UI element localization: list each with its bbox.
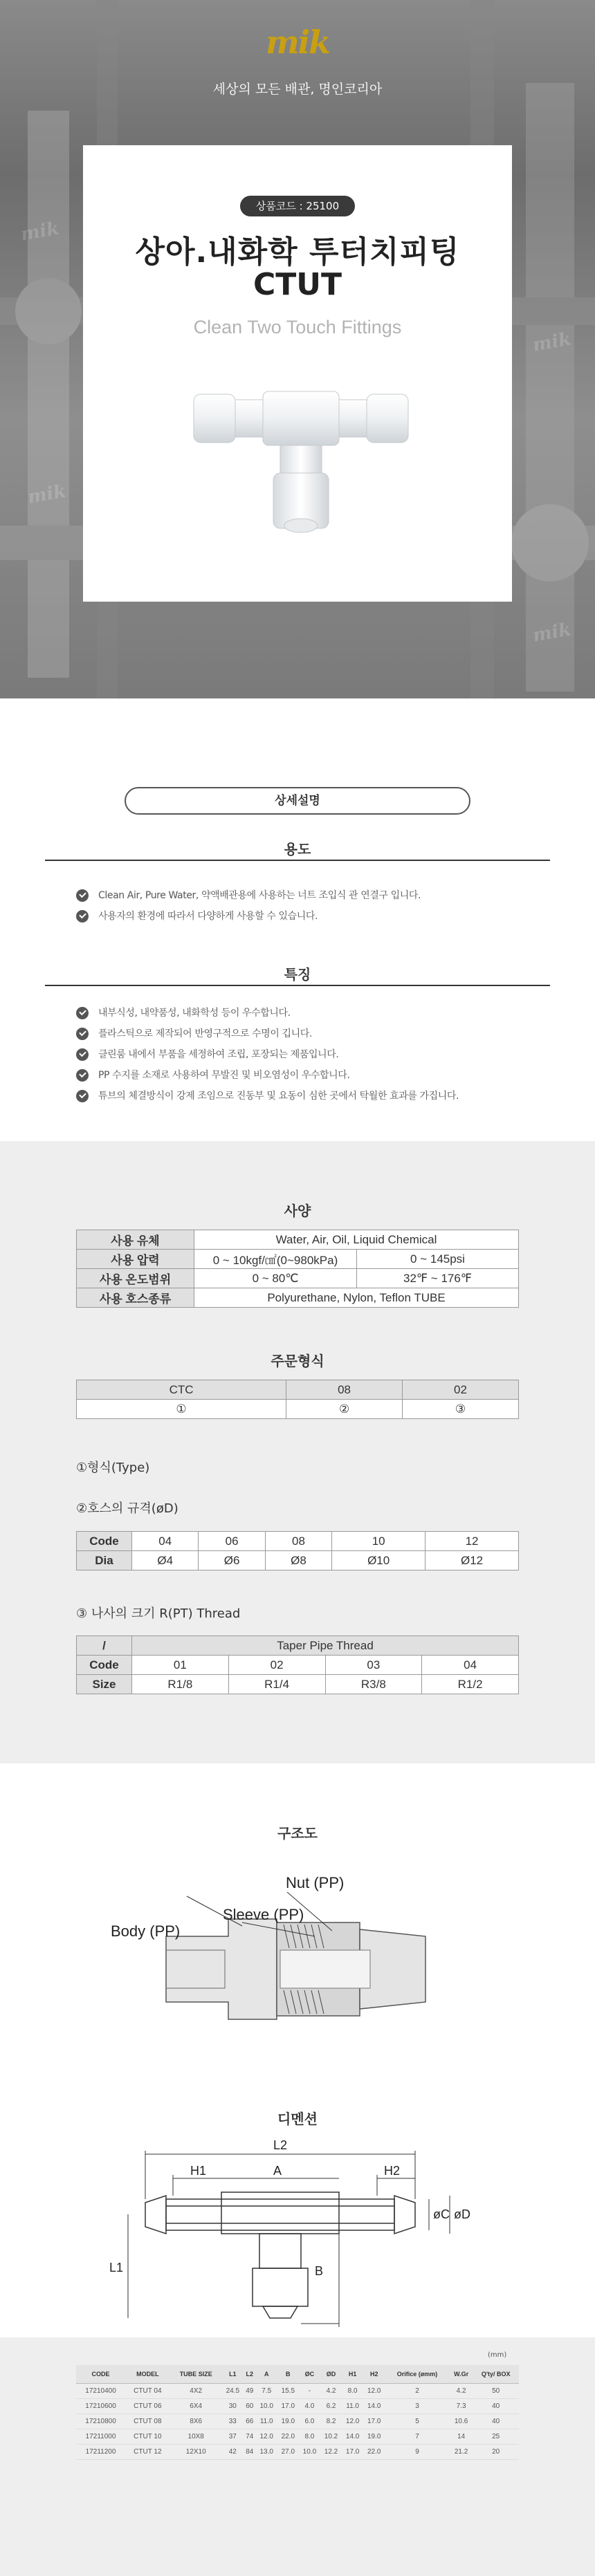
table-cell: 8.2: [320, 2413, 342, 2429]
hose-label: ②호스의 규격(øD): [76, 1501, 178, 1516]
column-header: L2: [244, 2365, 256, 2383]
spec-title: 사양: [284, 1203, 311, 1219]
spec-table: [76, 1230, 519, 1308]
dim-l1-label: L1: [109, 2261, 124, 2274]
watermark-logo: mik: [26, 481, 68, 508]
table-cell: 12.0: [342, 2413, 363, 2429]
table-row: Size R1/8 R1/4 R3/8 R1/2: [77, 1675, 519, 1694]
column-header: W.Gr: [450, 2365, 473, 2383]
table-row: Code 04 06 08 10 12: [77, 1532, 519, 1551]
column-header: CODE: [76, 2365, 125, 2383]
sleeve-label: Sleeve (PP): [223, 1906, 304, 1923]
list-item: PP 수지를 소재로 사용하여 무발진 및 비오염성이 우수합니다.: [76, 1065, 560, 1086]
body-label: Body (PP): [111, 1922, 181, 1940]
hero-banner: [0, 0, 595, 698]
table-cell: 40: [473, 2398, 519, 2413]
table-cell: 19.0: [363, 2429, 385, 2444]
table-row: ① ② ③: [77, 1400, 519, 1419]
column-header: ØC: [299, 2365, 320, 2383]
table-cell: 17210800: [76, 2413, 125, 2429]
table-cell: 12.0: [363, 2383, 385, 2398]
product-card: [83, 145, 512, 602]
order-table: [76, 1380, 519, 1419]
check-circle-icon: [76, 1028, 89, 1040]
features-title: 특징: [284, 966, 311, 983]
check-circle-icon: [76, 1048, 89, 1061]
list-item: 사용자의 환경에 따라서 다양하게 사용할 수 있습니다.: [76, 906, 560, 927]
table-cell: 10.0: [256, 2398, 277, 2413]
column-header: Orifice (ømm): [385, 2365, 450, 2383]
table-cell: 66: [244, 2413, 256, 2429]
table-row: [76, 2398, 519, 2413]
table-cell: 37: [222, 2429, 244, 2444]
table-cell: 17210600: [76, 2398, 125, 2413]
table-row: CTC 08 02: [77, 1380, 519, 1400]
thread-label: ③ 나사의 크기 R(PT) Thread: [76, 1606, 241, 1621]
table-cell: 8X6: [170, 2413, 222, 2429]
divider: [45, 985, 550, 986]
table-cell: 17211200: [76, 2444, 125, 2459]
brand-logo: mik: [265, 24, 330, 61]
type-label: ①형식(Type): [76, 1461, 150, 1475]
detail-header: [0, 787, 595, 815]
table-cell: 8.0: [299, 2429, 320, 2444]
check-circle-icon: [76, 889, 89, 902]
column-header: B: [277, 2365, 299, 2383]
table-row: [76, 2413, 519, 2429]
table-cell: 25: [473, 2429, 519, 2444]
table-cell: 17211000: [76, 2429, 125, 2444]
table-cell: 22.0: [277, 2429, 299, 2444]
table-cell: 14: [450, 2429, 473, 2444]
table-cell: 30: [222, 2398, 244, 2413]
column-header: ØD: [320, 2365, 342, 2383]
structure-title: 구조도: [277, 1825, 318, 1842]
table-cell: 14.0: [342, 2429, 363, 2444]
product-title-en: CTUT: [253, 267, 342, 302]
table-cell: 24.5: [222, 2383, 244, 2398]
thread-table: [76, 1636, 519, 1694]
dimension-diagram: [104, 2137, 491, 2344]
product-subtitle: Clean Two Touch Fittings: [193, 317, 402, 337]
table-cell: 49: [244, 2383, 256, 2398]
column-header: H2: [363, 2365, 385, 2383]
table-cell: 12.0: [256, 2429, 277, 2444]
nut-label: Nut (PP): [286, 1874, 345, 1891]
table-cell: 9: [385, 2444, 450, 2459]
list-item: Clean Air, Pure Water, 약액배관용에 사용하는 너트 조입식 관 연결구 입니다.: [76, 885, 560, 906]
dim-l2-label: L2: [273, 2138, 288, 2152]
table-cell: 50: [473, 2383, 519, 2398]
table-cell: 4.0: [299, 2398, 320, 2413]
table-cell: 7.3: [450, 2398, 473, 2413]
table-cell: 7.5: [256, 2383, 277, 2398]
table-cell: CTUT 04: [125, 2383, 170, 2398]
table-cell: 17.0: [277, 2398, 299, 2413]
column-header: Q'ty/ BOX: [473, 2365, 519, 2383]
unit-label: (mm): [488, 2351, 507, 2359]
check-circle-icon: [76, 1007, 89, 1019]
table-cell: 15.5: [277, 2383, 299, 2398]
table-cell: 12.2: [320, 2444, 342, 2459]
table-cell: 17.0: [363, 2413, 385, 2429]
table-row: Dia Ø4 Ø6 Ø8 Ø10 Ø12: [77, 1551, 519, 1570]
table-cell: 5: [385, 2413, 450, 2429]
table-cell: 6X4: [170, 2398, 222, 2413]
list-item: 클린룸 내에서 부품을 세정하여 조립, 포장되는 제품입니다.: [76, 1044, 560, 1065]
divider: [45, 860, 550, 861]
table-row: / Taper Pipe Thread: [77, 1636, 519, 1656]
table-cell: 6.2: [320, 2398, 342, 2413]
table-cell: 19.0: [277, 2413, 299, 2429]
watermark-logo: mik: [531, 619, 573, 647]
brand-slogan: 세상의 모든 배관, 명인코리아: [212, 82, 383, 97]
table-cell: 6.0: [299, 2413, 320, 2429]
table-cell: 11.0: [256, 2413, 277, 2429]
check-circle-icon: [76, 1069, 89, 1082]
table-cell: 10.2: [320, 2429, 342, 2444]
table-row: [76, 2365, 519, 2383]
table-cell: 4.2: [450, 2383, 473, 2398]
table-cell: 60: [244, 2398, 256, 2413]
table-cell: CTUT 08: [125, 2413, 170, 2429]
list-item: 내부식성, 내약품성, 내화학성 등이 우수합니다.: [76, 1003, 560, 1023]
table-cell: 4X2: [170, 2383, 222, 2398]
column-header: MODEL: [125, 2365, 170, 2383]
order-title: 주문형식: [271, 1353, 324, 1369]
dimension-title: 디멘션: [277, 2111, 318, 2127]
table-cell: CTUT 12: [125, 2444, 170, 2459]
dim-od-label: øD: [454, 2207, 470, 2221]
table-cell: 33: [222, 2413, 244, 2429]
column-header: L1: [222, 2365, 244, 2383]
table-cell: 22.0: [363, 2444, 385, 2459]
table-cell: 17210400: [76, 2383, 125, 2398]
dim-oc-label: øC: [433, 2207, 450, 2221]
table-cell: 4.2: [320, 2383, 342, 2398]
product-code-badge: 상품코드 : 25100: [240, 196, 355, 216]
hose-table: [76, 1531, 519, 1570]
table-cell: 8.0: [342, 2383, 363, 2398]
list-item: 플라스틱으로 제작되어 반영구적으로 수명이 깁니다.: [76, 1023, 560, 1044]
usage-title: 용도: [284, 841, 311, 858]
table-cell: 2: [385, 2383, 450, 2398]
detail-header-label: 상세설명: [125, 787, 470, 815]
table-cell: 84: [244, 2444, 256, 2459]
table-cell: 10X8: [170, 2429, 222, 2444]
table-cell: 3: [385, 2398, 450, 2413]
table-cell: 12X10: [170, 2444, 222, 2459]
column-header: H1: [342, 2365, 363, 2383]
table-cell: CTUT 10: [125, 2429, 170, 2444]
table-cell: 21.2: [450, 2444, 473, 2459]
table-row: 사용 호스종류 Polyurethane, Nylon, Teflon TUBE: [77, 1288, 519, 1308]
usage-list: [76, 885, 560, 927]
table-cell: 7: [385, 2429, 450, 2444]
check-circle-icon: [76, 1090, 89, 1102]
table-cell: 74: [244, 2429, 256, 2444]
table-row: 사용 유체 Water, Air, Oil, Liquid Chemical: [77, 1230, 519, 1250]
dim-h2-label: H2: [384, 2164, 401, 2178]
column-header: TUBE SIZE: [170, 2365, 222, 2383]
watermark-logo: mik: [531, 328, 573, 356]
check-circle-icon: [76, 910, 89, 923]
table-row: 사용 온도범위 0 ~ 80℃ 32℉ ~ 176℉: [77, 1269, 519, 1288]
table-row: 사용 압력 0 ~ 10kgf/㎠(0~980kPa) 0 ~ 145psi: [77, 1250, 519, 1269]
table-row: [76, 2444, 519, 2459]
table-cell: 17.0: [342, 2444, 363, 2459]
product-image: [187, 367, 415, 546]
dim-a-label: A: [273, 2164, 282, 2178]
table-cell: -: [299, 2383, 320, 2398]
table-cell: 10.0: [299, 2444, 320, 2459]
dimension-table: [76, 2365, 519, 2460]
product-title-ko: 상아.내화학 투터치피팅: [135, 234, 460, 270]
table-cell: 13.0: [256, 2444, 277, 2459]
table-cell: 27.0: [277, 2444, 299, 2459]
table-cell: 14.0: [363, 2398, 385, 2413]
watermark-logo: mik: [19, 218, 61, 245]
table-cell: 10.6: [450, 2413, 473, 2429]
column-header: A: [256, 2365, 277, 2383]
table-cell: 40: [473, 2413, 519, 2429]
features-list: [76, 1003, 560, 1106]
table-cell: CTUT 06: [125, 2398, 170, 2413]
dim-h1-label: H1: [190, 2164, 207, 2178]
table-cell: 11.0: [342, 2398, 363, 2413]
table-cell: 42: [222, 2444, 244, 2459]
table-cell: 20: [473, 2444, 519, 2459]
structure-diagram: [104, 1853, 491, 2088]
dim-b-label: B: [315, 2264, 324, 2278]
table-row: [76, 2383, 519, 2398]
table-row: [76, 2429, 519, 2444]
list-item: 튜브의 체결방식이 강제 조임으로 진동부 및 요동이 심한 곳에서 탁월한 효과를 가집니다.: [76, 1086, 560, 1106]
table-row: Code 01 02 03 04: [77, 1656, 519, 1675]
